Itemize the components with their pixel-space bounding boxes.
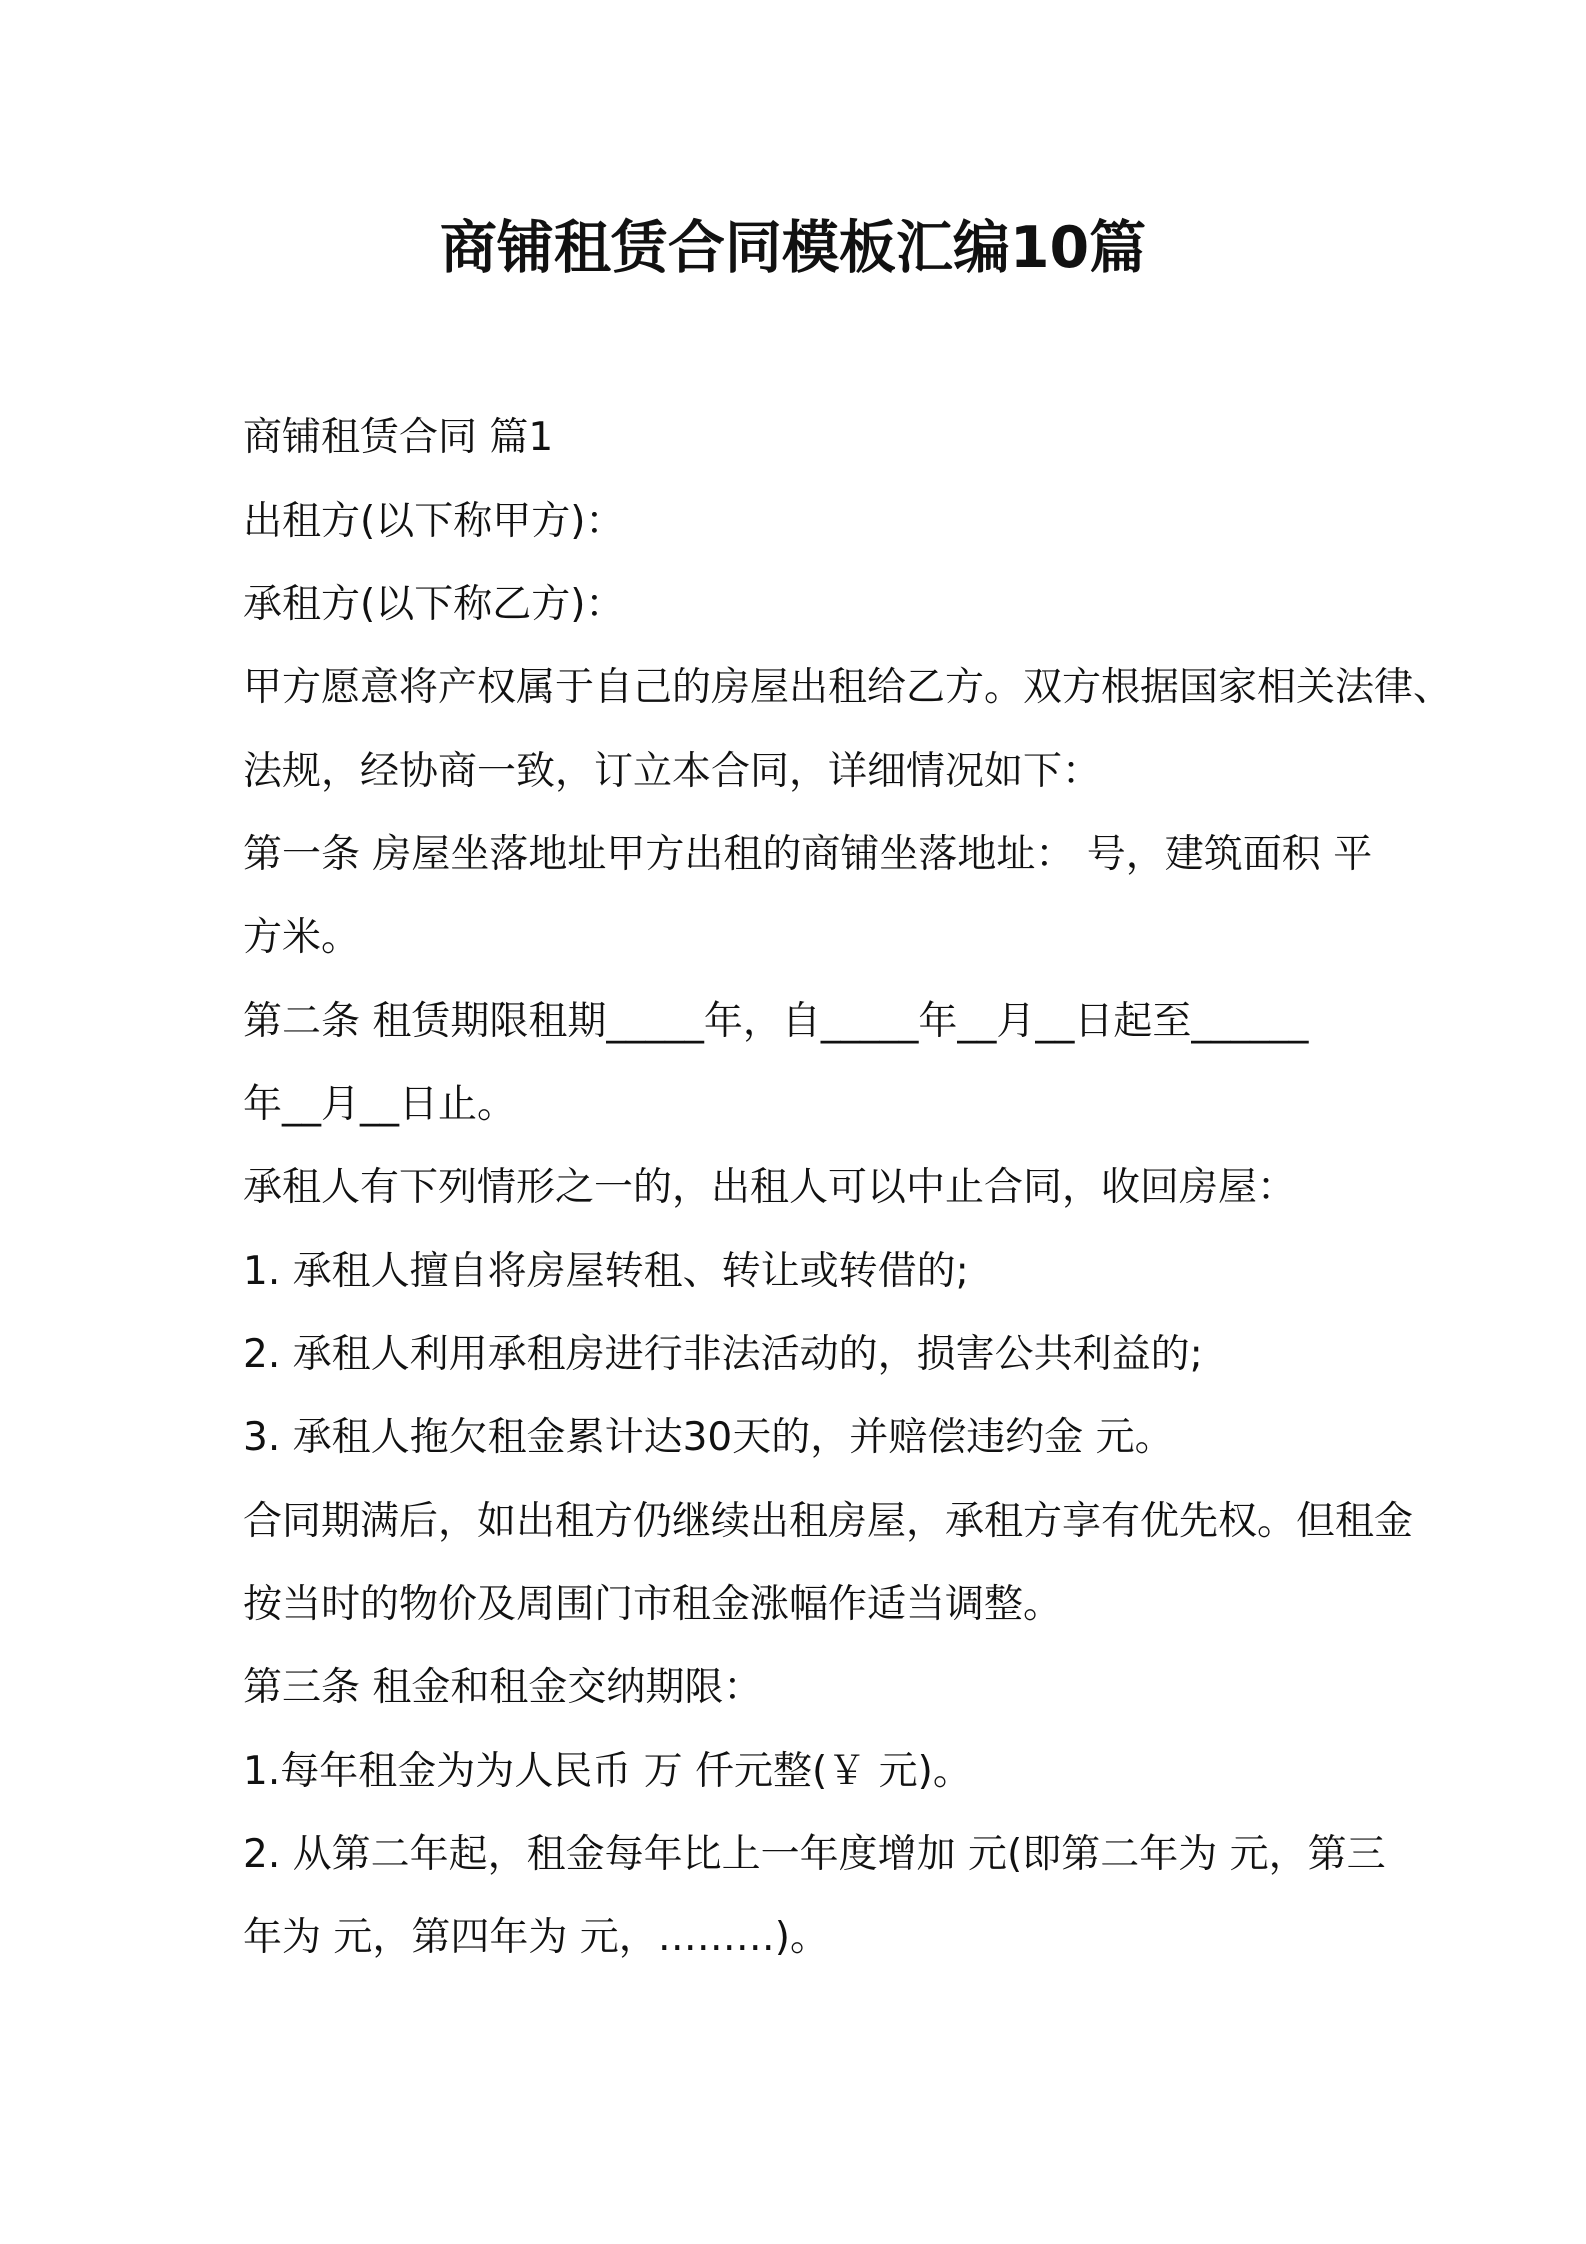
list-item: 3. 承租人拖欠租金累计达30天的，并赔偿违约金 元。 xyxy=(243,1415,1174,1460)
article-three-line: 第三条 租金和租金交纳期限： xyxy=(243,1665,763,1710)
paragraph-line: 合同期满后，如出租方仍继续出租房屋，承租方享有优先权。但租金 xyxy=(243,1499,1414,1544)
lessor-line: 出租方(以下称甲方)： xyxy=(243,499,625,544)
paragraph-line: 承租人有下列情形之一的，出租人可以中止合同，收回房屋： xyxy=(243,1165,1297,1210)
list-item: 1. 承租人擅自将房屋转租、转让或转借的; xyxy=(243,1249,969,1294)
article-two-line: 第二条 租赁期限租期_____年，自_____年__月__日起至______ xyxy=(243,999,1309,1044)
paragraph-line: 年__月__日止。 xyxy=(243,1082,517,1127)
paragraph-line: 方米。 xyxy=(243,915,361,960)
paragraph-line: 甲方愿意将产权属于自己的房屋出租给乙方。双方根据国家相关法律、 xyxy=(243,665,1453,710)
paragraph-line: 按当时的物价及周围门市租金涨幅作适当调整。 xyxy=(243,1582,1063,1627)
list-item: 2. 从第二年起，租金每年比上一年度增加 元(即第二年为 元，第三 xyxy=(243,1832,1386,1877)
section-heading: 商铺租赁合同 篇1 xyxy=(243,415,554,460)
document-title: 商铺租赁合同模板汇编10篇 xyxy=(439,215,1147,281)
list-item: 1.每年租金为为人民币 万 仟元整(￥ 元)。 xyxy=(243,1749,972,1794)
article-one-line: 第一条 房屋坐落地址甲方出租的商铺坐落地址： 号，建筑面积 平 xyxy=(243,832,1373,877)
lessee-line: 承租方(以下称乙方)： xyxy=(243,582,625,627)
paragraph-line: 法规，经协商一致，订立本合同，详细情况如下： xyxy=(243,749,1102,794)
paragraph-line: 年为 元，第四年为 元，………)。 xyxy=(243,1915,830,1960)
list-item: 2. 承租人利用承租房进行非法活动的，损害公共利益的; xyxy=(243,1332,1203,1377)
